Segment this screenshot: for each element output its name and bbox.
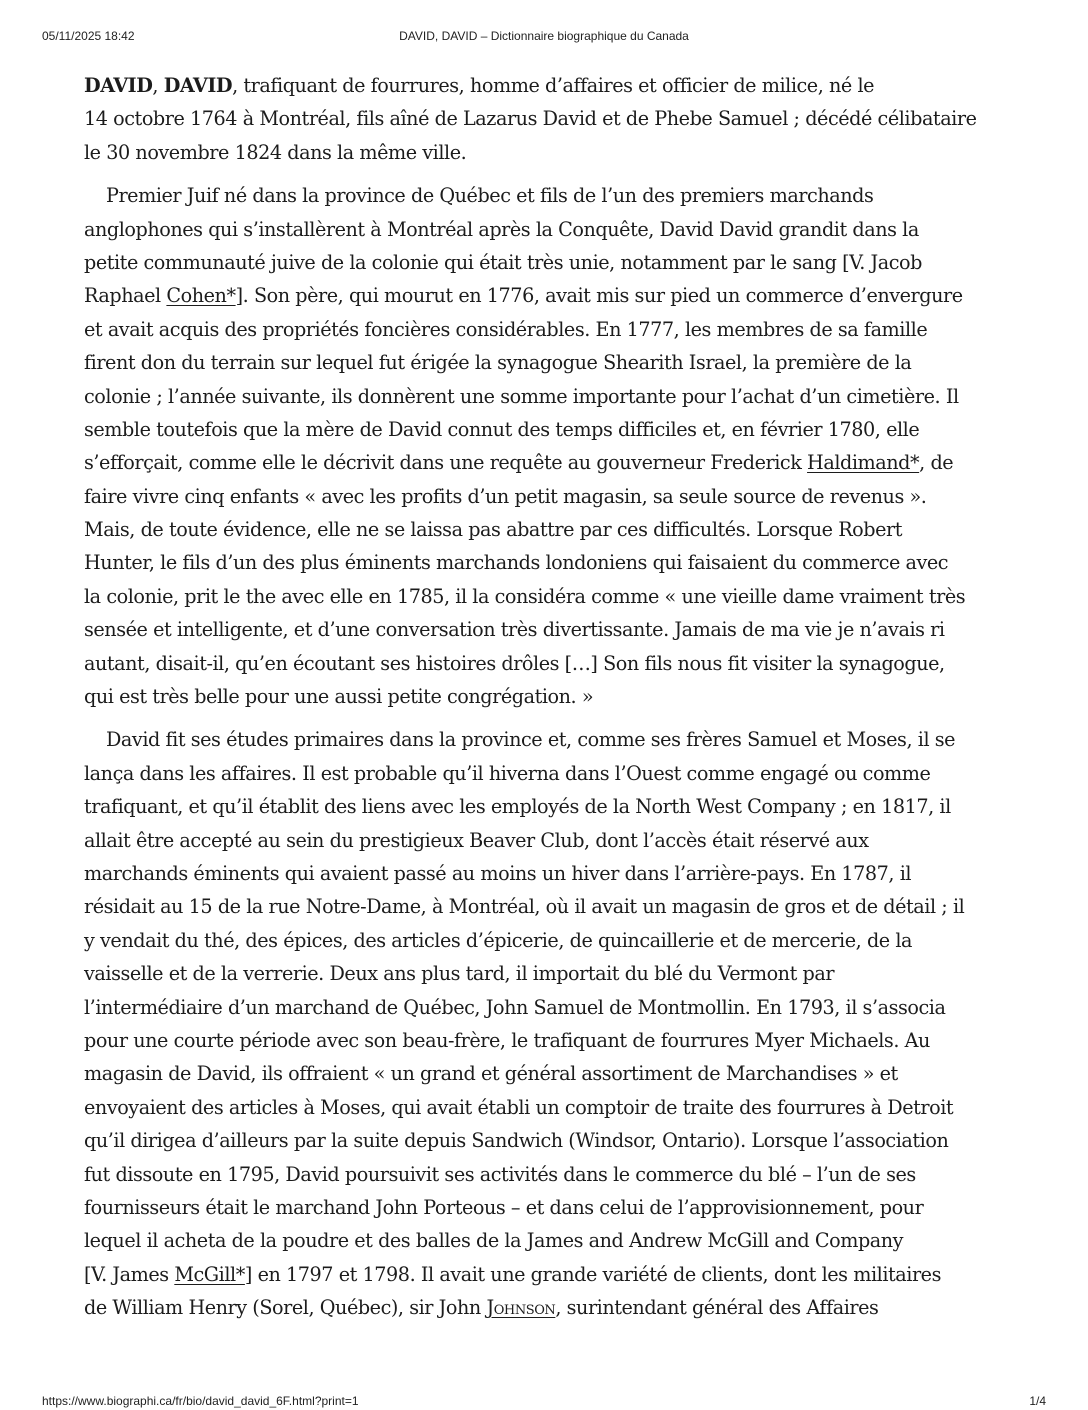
link-johnson[interactable]: Johnson — [486, 1296, 556, 1320]
text-line: Raphael Cohen*]. Son père, qui mourut en 1776, avait mis sur pied un commerce d’envergure — [84, 284, 963, 308]
body-paragraph — [84, 179, 1024, 713]
text-line: anglophones qui s’installèrent à Montréal après la Conquête, David David grandit dans la — [84, 217, 919, 241]
text-line: vaisselle et de la verrerie. Deux ans plus tard, il importait du blé du Vermont par — [84, 962, 835, 986]
text-line: de William Henry (Sorel, Québec), sir John Johnson, surintendant général des Affaires — [84, 1296, 879, 1320]
text-line: autant, disait-il, qu’en écoutant ses histoires drôles […] Son fils nous fit visiter la synagogue, — [84, 651, 945, 675]
biography-article — [84, 69, 1024, 1324]
text-line: DAVID, DAVID, trafiquant de fourrures, homme d’affaires et officier de milice, né le — [84, 74, 875, 97]
text-line: David fit ses études primaires dans la province et, comme ses frères Samuel et Moses, il se — [106, 728, 956, 752]
text-line: Hunter, le fils d’un des plus éminents marchands londoniens qui faisaient du commerce avec — [84, 551, 949, 575]
text-line: fut dissoute en 1795, David poursuivit ses activités dans le commerce du blé – l’un de ses — [84, 1162, 916, 1186]
text-line: fournisseurs était le marchand John Porteous – et dans celui de l’approvisionnement, pour — [84, 1195, 924, 1219]
text-line: l’intermédiaire d’un marchand de Québec, John Samuel de Montmollin. En 1793, il s’associa — [84, 995, 946, 1019]
text-line: Mais, de toute évidence, elle ne se laissa pas abattre par ces difficultés. Lorsque Robert — [84, 518, 903, 542]
text-line: marchands éminents qui avaient passé au moins un hiver dans l’arrière-pays. En 1787, il — [84, 861, 912, 885]
link-haldimand[interactable]: Haldimand* — [807, 451, 920, 475]
subject-given-name: DAVID — [163, 74, 233, 97]
text-line: qui est très belle pour une aussi petite congrégation. » — [84, 685, 594, 709]
text-line: s’efforçait, comme elle le décrivit dans une requête au gouverneur Frederick Haldimand*, de — [84, 451, 954, 475]
text-line: magasin de David, ils offraient « un grand et général assortiment de Marchandises » et — [84, 1062, 898, 1086]
print-page-title: DAVID, DAVID – Dictionnaire biographique du Canada — [399, 29, 689, 43]
text-line: envoyaient des articles à Moses, qui avait établi un comptoir de traite des fourrures à Detroit — [84, 1095, 954, 1119]
text-line: le 30 novembre 1824 dans la même ville. — [84, 140, 467, 164]
print-url: https://www.biographi.ca/fr/bio/david_david_6F.html?print=1 — [42, 1394, 359, 1408]
body-paragraph — [84, 723, 1024, 1324]
text-line: petite communauté juive de la colonie qui était très unie, notamment par le sang [V. Jacob — [84, 250, 922, 274]
text-line: lequel il acheta de la poudre et des balles de la James and Andrew McGill and Company — [84, 1229, 904, 1253]
print-header — [0, 29, 1088, 45]
text-line: sensée et intelligente, et d’une conversation très divertissante. Jamais de ma vie je n’avais ri — [84, 618, 945, 642]
text-line: faire vivre cinq enfants « avec les profits d’un petit magasin, sa seule source de revenus ». — [84, 484, 927, 508]
text-line: [V. James McGill*] en 1797 et 1798. Il avait une grande variété de clients, dont les militaires — [84, 1262, 941, 1286]
text-line: trafiquant, et qu’il établit des liens avec les employés de la North West Company ; en 1817, il — [84, 795, 951, 819]
text-line: semble toutefois que la mère de David connut des temps difficiles et, en février 1780, elle — [84, 417, 920, 441]
link-cohen[interactable]: Cohen* — [166, 284, 236, 308]
intro-paragraph — [84, 69, 1024, 169]
text-line: résidait au 15 de la rue Notre-Dame, à Montréal, où il avait un magasin de gros et de détail ; il — [84, 895, 965, 919]
text-line: Premier Juif né dans la province de Québec et fils de l’un des premiers marchands — [106, 184, 874, 208]
text-line: 14 octobre 1764 à Montréal, fils aîné de Lazarus David et de Phebe Samuel ; décédé célibataire — [84, 107, 977, 131]
page-indicator: 1/4 — [1029, 1394, 1046, 1408]
print-datetime: 05/11/2025 18:42 — [42, 29, 135, 43]
text-line: la colonie, prit le the avec elle en 1785, il la considéra comme « une vieille dame vraiment très — [84, 584, 966, 608]
text-line: colonie ; l’année suivante, ils donnèrent une somme importante pour l’achat d’un cimetière. Il — [84, 384, 959, 408]
text-line: firent don du terrain sur lequel fut érigée la synagogue Shearith Israel, la première de la — [84, 351, 912, 375]
text-line: y vendait du thé, des épices, des articles d’épicerie, de quincaillerie et de mercerie, de la — [84, 928, 913, 952]
text-line: allait être accepté au sein du prestigieux Beaver Club, dont l’accès était réservé aux — [84, 828, 869, 852]
subject-surname: DAVID — [84, 74, 153, 97]
link-mcgill[interactable]: McGill* — [174, 1262, 245, 1286]
text-line: et avait acquis des propriétés foncières considérables. En 1777, les membres de sa famille — [84, 317, 928, 341]
text-line: qu’il dirigea d’ailleurs par la suite depuis Sandwich (Windsor, Ontario). Lorsque l’association — [84, 1129, 949, 1153]
text-line: lança dans les affaires. Il est probable qu’il hiverna dans l’Ouest comme engagé ou comme — [84, 761, 931, 785]
text-line: pour une courte période avec son beau-frère, le trafiquant de fourrures Myer Michaels. Au — [84, 1028, 930, 1052]
